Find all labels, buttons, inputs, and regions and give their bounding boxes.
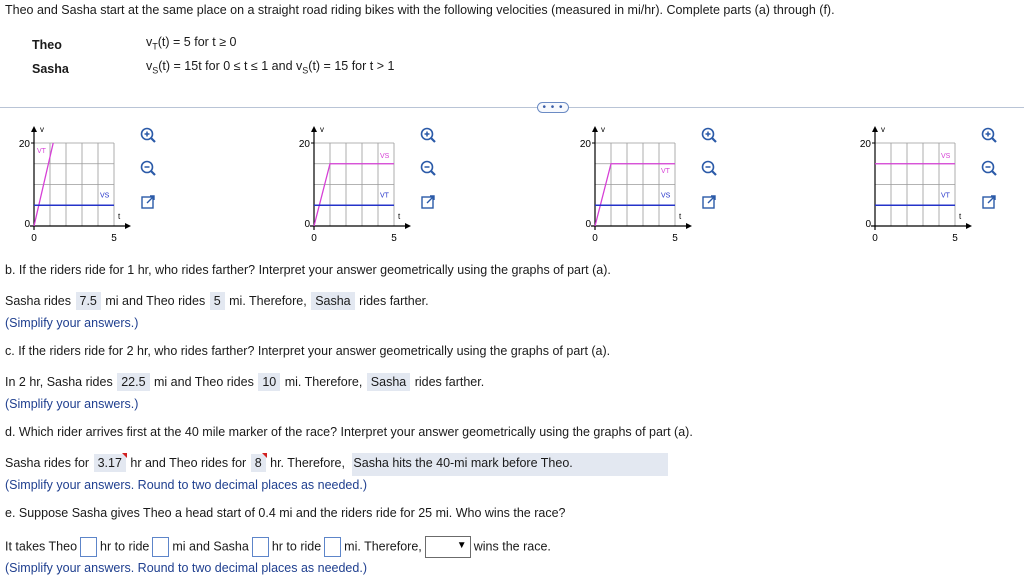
zoom-in-icon[interactable] xyxy=(980,126,998,144)
part-b-answer-line xyxy=(5,292,429,310)
part-d-text-2: hr and Theo rides for xyxy=(130,456,247,470)
lens-handle xyxy=(992,138,996,142)
y-tick-label-0: 0 xyxy=(24,219,30,230)
y-axis-arrow-icon xyxy=(311,126,317,132)
x-tick-label-0: 0 xyxy=(311,233,317,244)
y-tick-label-0: 0 xyxy=(585,219,591,230)
zoom-in-icon[interactable] xyxy=(139,126,157,144)
part-c-text-4: rides farther. xyxy=(414,375,485,389)
lens-handle xyxy=(992,171,996,175)
t-axis-label: t xyxy=(118,212,121,221)
curve-label-vs: VS xyxy=(661,192,671,200)
part-e-theo-distance-input[interactable] xyxy=(152,537,169,557)
part-c-question: c. If the riders ride for 2 hr, who rides farther? Interpret your answer geometrically using the graphs of part (a). xyxy=(5,344,611,358)
zoom-out-icon[interactable] xyxy=(139,159,157,177)
y-tick-label-0: 0 xyxy=(304,219,310,230)
part-d-sasha-time-value: 3.17 xyxy=(97,456,122,470)
sasha-name: Sasha xyxy=(32,62,69,76)
curve-label-vt: VT xyxy=(380,192,389,200)
y-axis-arrow-icon xyxy=(592,126,598,132)
expand-graph-icon[interactable] xyxy=(980,193,998,211)
y-tick-label-20: 20 xyxy=(859,139,871,150)
expand-graph-icon[interactable] xyxy=(139,193,157,211)
theo-velocity-eq xyxy=(146,35,237,52)
part-b-text-2: mi and Theo rides xyxy=(105,294,206,308)
part-e-hint: (Simplify your answers. Round to two decimal places as needed.) xyxy=(5,561,367,575)
curve-label-vt: VT xyxy=(37,148,46,155)
curve-label-vt: VT xyxy=(661,167,670,175)
lens-handle xyxy=(712,171,716,175)
lens-handle xyxy=(431,171,435,175)
curve-label-vs: VS xyxy=(100,192,110,200)
part-b-text-1: Sasha rides xyxy=(5,294,72,308)
section-divider xyxy=(0,107,1024,108)
x-tick-label-0: 0 xyxy=(872,233,878,244)
part-c-answer-theo-dist[interactable]: 10 xyxy=(258,373,280,391)
part-c-answer-line xyxy=(5,373,484,391)
curve-label-vt: VT xyxy=(941,192,950,200)
part-e-sasha-distance-input[interactable] xyxy=(324,537,341,557)
lens-handle xyxy=(431,138,435,142)
part-b-answer-sasha-dist[interactable]: 7.5 xyxy=(76,292,101,310)
incorrect-flag-icon xyxy=(122,453,127,458)
curve-label-vs: VS xyxy=(941,152,951,160)
part-e-question: e. Suppose Sasha gives Theo a head start of 0.4 mi and the riders ride for 25 mi. Who wins the race? xyxy=(5,506,566,520)
zoom-in-icon[interactable] xyxy=(700,126,718,144)
y-tick-label-20: 20 xyxy=(298,139,310,150)
part-e-text-2: hr to ride xyxy=(100,539,150,554)
part-b-text-3: mi. Therefore, xyxy=(229,294,307,308)
dropdown-arrow-icon: ▼ xyxy=(456,540,467,551)
lens-handle xyxy=(712,138,716,142)
sasha-v-sub: S xyxy=(152,65,159,76)
x-axis-arrow-icon xyxy=(686,223,692,229)
part-d-question: d. Which rider arrives first at the 40 mile marker of the race? Interpret your answer geometrically using the graphs of part (a). xyxy=(5,425,693,439)
part-c-hint: (Simplify your answers.) xyxy=(5,397,139,411)
zoom-out-icon[interactable] xyxy=(980,159,998,177)
x-tick-label-5: 5 xyxy=(111,233,117,244)
v-axis-label: v xyxy=(40,125,44,134)
x-axis-arrow-icon xyxy=(125,223,131,229)
y-tick-label-0: 0 xyxy=(865,219,871,230)
part-d-text-3: hr. Therefore, xyxy=(270,456,345,470)
part-e-text-6: wins the race. xyxy=(473,539,551,554)
x-tick-label-5: 5 xyxy=(391,233,397,244)
more-button[interactable] xyxy=(537,102,569,113)
x-tick-label-5: 5 xyxy=(672,233,678,244)
incorrect-flag-icon xyxy=(262,453,267,458)
y-tick-label-20: 20 xyxy=(18,139,30,150)
sasha-v-rest1: (t) = 15t for 0 ≤ t ≤ 1 and v xyxy=(158,59,303,73)
part-e-answer-line xyxy=(5,536,551,558)
v-axis-label: v xyxy=(601,125,605,134)
part-d-answer-line xyxy=(5,454,578,472)
part-c-text-3: mi. Therefore, xyxy=(284,375,363,389)
x-axis-arrow-icon xyxy=(405,223,411,229)
y-axis-arrow-icon xyxy=(872,126,878,132)
problem-header: Theo and Sasha start at the same place on a straight road riding bikes with the following velocities (measured in mi/hr). Complete parts (a) through (f). xyxy=(5,3,835,17)
theo-v-rest: (t) = 5 for t ≥ 0 xyxy=(157,35,237,49)
t-axis-label: t xyxy=(959,212,962,221)
part-d-hint: (Simplify your answers. Round to two decimal places as needed.) xyxy=(5,478,367,492)
v-axis-label: v xyxy=(320,125,324,134)
x-tick-label-5: 5 xyxy=(952,233,958,244)
sasha-v-symbol: v xyxy=(146,59,153,73)
theo-name: Theo xyxy=(32,38,62,52)
more-button-dots: • • • xyxy=(542,101,564,113)
part-e-text-1: It takes Theo xyxy=(5,539,78,554)
x-axis-arrow-icon xyxy=(966,223,972,229)
part-d-answer-theo-time[interactable] xyxy=(251,454,266,472)
v-axis-label: v xyxy=(881,125,885,134)
part-d-theo-time-value: 8 xyxy=(254,456,262,470)
zoom-in-icon[interactable] xyxy=(419,126,437,144)
part-e-text-4: hr to ride xyxy=(271,539,322,554)
part-e-text-3: mi and Sasha xyxy=(172,539,249,554)
expand-graph-icon[interactable] xyxy=(419,193,437,211)
x-tick-label-0: 0 xyxy=(31,233,37,244)
part-c-text-1: In 2 hr, Sasha rides xyxy=(5,375,113,389)
sasha-velocity-eq xyxy=(146,59,394,76)
part-b-answer-theo-dist[interactable]: 5 xyxy=(210,292,225,310)
part-b-answer-rider[interactable]: Sasha xyxy=(311,292,354,310)
t-axis-label: t xyxy=(679,212,682,221)
y-tick-label-20: 20 xyxy=(579,139,591,150)
zoom-out-icon[interactable] xyxy=(700,159,718,177)
part-c-answer-sasha-dist[interactable]: 22.5 xyxy=(117,373,149,391)
part-d-text-1: Sasha rides for xyxy=(5,456,90,470)
zoom-out-icon[interactable] xyxy=(419,159,437,177)
part-e-theo-time-input[interactable] xyxy=(80,537,97,557)
part-e-text-5: mi. Therefore, xyxy=(344,539,422,554)
theo-v-symbol: v xyxy=(146,35,153,49)
part-b-question: b. If the riders ride for 1 hr, who rides farther? Interpret your answer geometrically using the graphs of part (a). xyxy=(5,263,611,277)
y-axis-arrow-icon xyxy=(31,126,37,132)
lens-handle xyxy=(151,171,155,175)
expand-graph-icon[interactable] xyxy=(700,193,718,211)
curve-label-vs: VS xyxy=(380,152,390,160)
part-d-answer-conclusion[interactable]: Sasha hits the 40-mi mark before Theo. xyxy=(353,456,573,470)
part-e-winner-dropdown[interactable] xyxy=(425,536,471,558)
part-d-answer-sasha-time[interactable] xyxy=(94,454,126,472)
part-c-answer-rider[interactable]: Sasha xyxy=(367,373,410,391)
part-b-text-4: rides farther. xyxy=(359,294,429,308)
lens-handle xyxy=(151,138,155,142)
x-tick-label-0: 0 xyxy=(592,233,598,244)
theo-v-sub: T xyxy=(152,41,158,52)
sasha-v-rest2: (t) = 15 for t > 1 xyxy=(308,59,395,73)
sasha-v-sub2: S xyxy=(302,65,309,76)
t-axis-label: t xyxy=(398,212,401,221)
part-b-hint: (Simplify your answers.) xyxy=(5,316,139,330)
part-c-text-2: mi and Theo rides xyxy=(154,375,254,389)
part-e-sasha-time-input[interactable] xyxy=(252,537,269,557)
